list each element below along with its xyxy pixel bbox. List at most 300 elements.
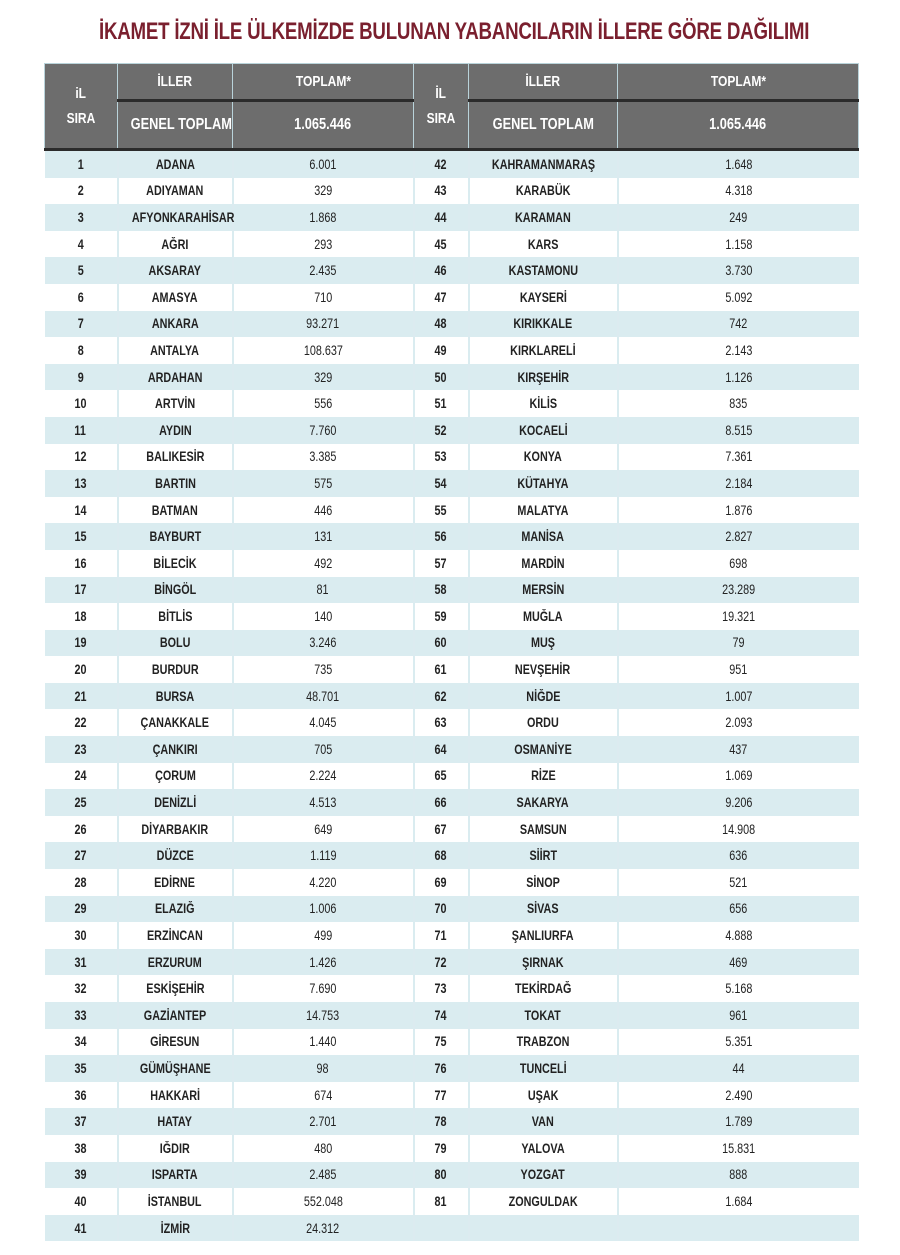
row-il-left-text: ARTVİN (154, 396, 196, 412)
row-toplam-left (233, 311, 414, 338)
row-sira-left (45, 337, 118, 364)
row-sira-right-text: 78 (434, 1114, 448, 1130)
row-sira-left-text: 35 (74, 1060, 87, 1076)
row-sira-right-text: 53 (434, 449, 448, 465)
row-sira-left-text: 27 (74, 848, 87, 864)
row-sira-right (414, 816, 469, 843)
row-sira-left (45, 709, 118, 736)
table-row (45, 1082, 859, 1109)
row-il-right (469, 736, 618, 763)
row-il-left-text: İZMİR (160, 1220, 190, 1236)
table-row (45, 470, 859, 497)
row-il-right (469, 204, 618, 231)
row-toplam-left-text: 499 (313, 928, 333, 944)
row-toplam-right (618, 603, 859, 630)
row-sira-right (414, 1215, 469, 1242)
row-toplam-right-text: 1.789 (724, 1114, 753, 1130)
row-il-left-text: AYDIN (158, 422, 192, 438)
row-il-left-text: ELAZIĞ (155, 901, 195, 917)
header-iller-left-label: İLLER (157, 73, 193, 90)
row-sira-right (414, 550, 469, 577)
table-row (45, 1055, 859, 1082)
row-il-left (118, 1135, 233, 1162)
row-toplam-left (233, 444, 414, 471)
row-sira-right (414, 975, 469, 1002)
row-sira-left-text: 4 (77, 236, 84, 252)
row-sira-left (45, 444, 118, 471)
row-il-right (469, 444, 618, 471)
row-toplam-left (233, 922, 414, 949)
table-row (45, 763, 859, 790)
row-sira-right (414, 311, 469, 338)
row-sira-left (45, 603, 118, 630)
row-sira-left (45, 178, 118, 205)
row-sira-left-text: 38 (74, 1140, 87, 1156)
row-toplam-left (233, 736, 414, 763)
row-sira-right-text: 63 (434, 715, 448, 731)
row-toplam-left-text: 710 (313, 289, 333, 305)
row-toplam-left (233, 497, 414, 524)
row-toplam-right-text: 1.126 (724, 369, 753, 385)
row-sira-left-text: 14 (74, 502, 87, 518)
table-row (45, 816, 859, 843)
row-sira-right-text: 73 (434, 981, 448, 997)
header-toplam-left (233, 64, 414, 101)
row-il-right-text: KIRIKKALE (513, 316, 573, 332)
row-toplam-right-text: 742 (729, 316, 748, 332)
row-sira-right-text: 66 (434, 795, 448, 811)
table-row (45, 1029, 859, 1056)
row-toplam-left (233, 390, 414, 417)
row-toplam-left-text: 4.513 (309, 795, 337, 811)
row-il-right-text: VAN (531, 1114, 554, 1130)
row-toplam-left (233, 1002, 414, 1029)
row-sira-left-text: 9 (77, 369, 84, 385)
row-toplam-left (233, 949, 414, 976)
table-row (45, 150, 859, 178)
row-sira-left (45, 1108, 118, 1135)
row-il-right-text: YALOVA (521, 1140, 565, 1156)
row-toplam-left-text: 6.001 (309, 156, 337, 172)
row-il-right-text: MUĞLA (523, 608, 563, 624)
row-il-right-text: ORDU (527, 715, 559, 731)
table-row (45, 949, 859, 976)
table-row (45, 523, 859, 550)
row-sira-right (414, 1002, 469, 1029)
row-toplam-right (618, 204, 859, 231)
table-row (45, 630, 859, 657)
table-row (45, 1162, 859, 1189)
row-il-left-text: ERZİNCAN (147, 928, 203, 944)
row-toplam-left-text: 48.701 (306, 688, 340, 704)
row-sira-left (45, 417, 118, 444)
row-sira-right (414, 709, 469, 736)
row-il-right-text: KIRKLARELİ (510, 342, 576, 358)
table-row (45, 789, 859, 816)
row-il-left (118, 523, 233, 550)
row-sira-right-text: 56 (434, 529, 448, 545)
row-toplam-left (233, 257, 414, 284)
table-row (45, 1215, 859, 1242)
row-sira-left-text: 6 (77, 289, 84, 305)
row-toplam-right (618, 257, 859, 284)
row-toplam-left-text: 556 (313, 396, 333, 412)
header-toplam-right-label: TOPLAM* (710, 73, 766, 90)
row-il-right-text: SİVAS (527, 901, 559, 917)
table-row (45, 603, 859, 630)
row-sira-left (45, 390, 118, 417)
row-sira-left-text: 33 (74, 1007, 87, 1023)
row-il-left-text: ISPARTA (152, 1167, 198, 1183)
row-sira-right-text: 69 (434, 874, 448, 890)
row-il-right (469, 178, 618, 205)
row-il-left-text: DİYARBAKIR (141, 821, 209, 837)
row-il-right (469, 231, 618, 258)
row-toplam-right (618, 630, 859, 657)
table-row (45, 577, 859, 604)
row-toplam-right-text: 2.093 (724, 715, 753, 731)
genel-toplam-value-right-text: 1.065.446 (709, 116, 767, 133)
row-il-left-text: ERZURUM (148, 954, 202, 970)
row-il-right (469, 1162, 618, 1189)
row-sira-left-text: 5 (77, 263, 84, 279)
row-toplam-right-text: 951 (729, 662, 748, 678)
row-toplam-left-text: 2.485 (309, 1167, 337, 1183)
row-sira-right (414, 630, 469, 657)
row-toplam-left (233, 789, 414, 816)
row-toplam-left-text: 4.220 (309, 874, 337, 890)
row-toplam-left-text: 93.271 (306, 316, 340, 332)
row-il-left (118, 1108, 233, 1135)
row-il-left-text: HAKKARİ (150, 1087, 200, 1103)
row-il-left-text: ADANA (155, 156, 195, 172)
row-sira-right-text: 81 (434, 1193, 448, 1209)
row-il-left (118, 869, 233, 896)
row-il-left-text: ESKİŞEHİR (145, 981, 205, 997)
row-sira-right-text: 54 (434, 475, 448, 491)
table-row (45, 204, 859, 231)
table-row (45, 709, 859, 736)
row-sira-left (45, 842, 118, 869)
row-sira-right (414, 257, 469, 284)
row-il-left-text: BİLECİK (153, 555, 197, 571)
row-toplam-left-text: 3.246 (309, 635, 337, 651)
row-il-right (469, 311, 618, 338)
row-toplam-left (233, 284, 414, 311)
header-toplam-right (618, 64, 859, 101)
row-toplam-left-text: 446 (313, 502, 333, 518)
row-toplam-right (618, 1162, 859, 1189)
row-toplam-left (233, 550, 414, 577)
row-toplam-right (618, 896, 859, 923)
row-il-left-text: ANTALYA (150, 342, 200, 358)
row-sira-right-text: 65 (434, 768, 448, 784)
row-sira-right (414, 204, 469, 231)
row-toplam-left-text: 293 (313, 236, 333, 252)
row-sira-left-text: 40 (74, 1193, 87, 1209)
row-sira-left (45, 975, 118, 1002)
row-sira-right (414, 178, 469, 205)
row-il-right-text: ŞIRNAK (522, 954, 564, 970)
row-sira-left-text: 17 (74, 582, 87, 598)
row-il-left (118, 150, 233, 178)
row-sira-right-text: 61 (434, 662, 448, 678)
row-toplam-right (618, 1055, 859, 1082)
row-sira-right (414, 789, 469, 816)
row-il-left-text: AKSARAY (148, 263, 202, 279)
table-row (45, 311, 859, 338)
row-sira-right (414, 1188, 469, 1215)
row-toplam-left-text: 2.701 (309, 1114, 337, 1130)
row-toplam-right-text: 23.289 (721, 582, 756, 598)
row-toplam-left (233, 763, 414, 790)
table-row (45, 896, 859, 923)
row-sira-right (414, 842, 469, 869)
row-sira-left-text: 25 (74, 795, 87, 811)
header-sira-left (45, 64, 118, 150)
row-toplam-left-text: 329 (313, 183, 333, 199)
row-sira-left (45, 1135, 118, 1162)
row-toplam-right-text: 835 (729, 396, 748, 412)
row-il-left (118, 1188, 233, 1215)
row-toplam-right-text: 7.361 (724, 449, 753, 465)
row-sira-left-text: 11 (74, 422, 87, 438)
row-il-left (118, 1055, 233, 1082)
row-toplam-right (618, 842, 859, 869)
row-toplam-left (233, 896, 414, 923)
row-il-right (469, 949, 618, 976)
row-il-right (469, 1135, 618, 1162)
row-il-right-text: KAYSERİ (519, 289, 567, 305)
row-sira-left-text: 23 (74, 741, 87, 757)
row-il-left (118, 656, 233, 683)
row-il-left (118, 1029, 233, 1056)
row-toplam-right (618, 364, 859, 391)
row-sira-left-text: 20 (74, 662, 87, 678)
row-toplam-right-text: 2.143 (724, 342, 753, 358)
row-il-left (118, 630, 233, 657)
row-toplam-right-text: 5.092 (724, 289, 753, 305)
row-il-right-text: KAHRAMANMARAŞ (491, 156, 595, 172)
row-toplam-right-text: 5.351 (724, 1034, 753, 1050)
row-toplam-left-text: 7.760 (309, 422, 337, 438)
table-row (45, 1108, 859, 1135)
row-toplam-left-text: 1.006 (309, 901, 337, 917)
row-sira-right (414, 896, 469, 923)
row-sira-right-text: 50 (434, 369, 448, 385)
row-toplam-right (618, 869, 859, 896)
row-toplam-left (233, 603, 414, 630)
row-sira-right (414, 231, 469, 258)
row-toplam-right-text: 1.007 (724, 688, 753, 704)
row-sira-left-text: 30 (74, 928, 87, 944)
header-sira-right-line2: SIRA (426, 110, 456, 127)
row-toplam-right-text: 1.648 (724, 156, 753, 172)
row-toplam-right (618, 284, 859, 311)
row-toplam-right-text: 1.876 (724, 502, 753, 518)
row-toplam-right-text: 79 (732, 635, 745, 651)
table-row (45, 1002, 859, 1029)
row-toplam-right (618, 150, 859, 178)
row-il-right (469, 1188, 618, 1215)
row-toplam-left-text: 2.435 (309, 263, 337, 279)
row-sira-right (414, 763, 469, 790)
row-il-right-text: TOKAT (524, 1007, 562, 1023)
row-il-right (469, 390, 618, 417)
row-toplam-left (233, 337, 414, 364)
row-sira-left-text: 21 (74, 688, 87, 704)
row-toplam-right-text: 1.158 (724, 236, 753, 252)
row-sira-right (414, 949, 469, 976)
row-sira-left (45, 1215, 118, 1242)
row-sira-right-text: 80 (434, 1167, 448, 1183)
row-toplam-left (233, 364, 414, 391)
row-toplam-left-text: 14.753 (306, 1007, 340, 1023)
row-sira-left (45, 656, 118, 683)
row-toplam-right (618, 789, 859, 816)
row-il-right-text: KİLİS (529, 396, 557, 412)
row-il-right (469, 789, 618, 816)
row-sira-right (414, 736, 469, 763)
genel-toplam-label-left (118, 101, 233, 150)
row-toplam-left-text: 2.224 (309, 768, 337, 784)
row-il-right-text: KONYA (523, 449, 562, 465)
row-il-right-text: ZONGULDAK (508, 1193, 578, 1209)
genel-toplam-label-left-text: GENEL TOPLAM (130, 116, 232, 133)
row-sira-right-text: 59 (434, 608, 448, 624)
row-il-left (118, 311, 233, 338)
table-row (45, 390, 859, 417)
row-sira-right-text: 62 (434, 688, 448, 704)
row-il-left (118, 178, 233, 205)
row-sira-left-text: 12 (74, 449, 87, 465)
row-il-left (118, 444, 233, 471)
row-sira-right (414, 284, 469, 311)
row-sira-left (45, 311, 118, 338)
row-sira-left-text: 19 (74, 635, 87, 651)
row-sira-left-text: 28 (74, 874, 87, 890)
row-sira-left (45, 150, 118, 178)
row-sira-left (45, 736, 118, 763)
row-sira-left (45, 1002, 118, 1029)
row-toplam-left-text: 140 (313, 608, 333, 624)
row-sira-right (414, 1135, 469, 1162)
row-toplam-left (233, 577, 414, 604)
row-toplam-right (618, 231, 859, 258)
row-toplam-left (233, 417, 414, 444)
row-sira-right-text: 48 (434, 316, 448, 332)
row-sira-right-text: 68 (434, 848, 448, 864)
row-il-left (118, 842, 233, 869)
row-toplam-right-text: 698 (729, 555, 748, 571)
row-il-left-text: ANKARA (151, 316, 199, 332)
row-sira-right (414, 577, 469, 604)
row-toplam-left-text: 1.119 (309, 848, 337, 864)
row-il-right-text: KOCAELİ (518, 422, 568, 438)
row-il-right (469, 1055, 618, 1082)
row-il-left (118, 922, 233, 949)
row-sira-right (414, 470, 469, 497)
row-toplam-right-text: 1.684 (724, 1193, 753, 1209)
row-toplam-left-text: 1.440 (309, 1034, 337, 1050)
row-il-left-text: DÜZCE (156, 848, 194, 864)
table-row (45, 683, 859, 710)
row-il-right (469, 683, 618, 710)
header-toplam-left-label: TOPLAM* (295, 73, 351, 90)
row-toplam-right (618, 178, 859, 205)
row-toplam-left (233, 204, 414, 231)
row-il-left (118, 1082, 233, 1109)
row-toplam-right-text: 8.515 (724, 422, 753, 438)
row-il-right-text: KÜTAHYA (517, 475, 569, 491)
row-toplam-right-text: 961 (729, 1007, 748, 1023)
row-toplam-right (618, 497, 859, 524)
row-sira-right-text: 67 (434, 821, 448, 837)
row-toplam-left-text: 575 (313, 475, 333, 491)
table-row (45, 975, 859, 1002)
row-toplam-left-text: 480 (313, 1140, 333, 1156)
row-il-left (118, 337, 233, 364)
row-il-left-text: GÜMÜŞHANE (139, 1060, 211, 1076)
row-sira-right-text: 44 (434, 209, 448, 225)
row-toplam-right-text: 249 (729, 209, 748, 225)
row-sira-left-text: 18 (74, 608, 87, 624)
row-sira-left (45, 550, 118, 577)
row-sira-left-text: 39 (74, 1167, 87, 1183)
genel-toplam-label-right (469, 101, 618, 150)
row-sira-left (45, 284, 118, 311)
row-sira-left-text: 16 (74, 555, 87, 571)
row-sira-right (414, 869, 469, 896)
row-il-right (469, 709, 618, 736)
row-toplam-left (233, 150, 414, 178)
row-sira-left-text: 22 (74, 715, 87, 731)
row-toplam-right-text: 469 (729, 954, 748, 970)
row-sira-right (414, 1055, 469, 1082)
row-toplam-right (618, 311, 859, 338)
row-sira-left (45, 497, 118, 524)
row-toplam-right (618, 1082, 859, 1109)
row-toplam-right-text: 2.184 (724, 475, 753, 491)
row-sira-left (45, 523, 118, 550)
row-il-left-text: AFYONKARAHİSAR (131, 209, 234, 225)
row-sira-right-text: 76 (434, 1060, 448, 1076)
row-toplam-left-text: 7.690 (309, 981, 337, 997)
row-toplam-left (233, 1082, 414, 1109)
header-iller-right-label: İLLER (525, 73, 561, 90)
row-toplam-left (233, 683, 414, 710)
row-toplam-right-text: 3.730 (724, 263, 753, 279)
row-il-left (118, 603, 233, 630)
row-il-right (469, 257, 618, 284)
row-toplam-right (618, 444, 859, 471)
row-toplam-right-text: 4.318 (724, 183, 753, 199)
row-il-left-text: AĞRI (161, 236, 189, 252)
row-il-left-text: EDİRNE (154, 874, 196, 890)
row-il-left-text: ÇANKIRI (152, 741, 198, 757)
row-il-right (469, 1215, 618, 1242)
row-toplam-left (233, 1162, 414, 1189)
row-sira-left (45, 1029, 118, 1056)
row-toplam-left (233, 975, 414, 1002)
table-row (45, 284, 859, 311)
row-il-right (469, 1002, 618, 1029)
row-sira-left-text: 7 (77, 316, 84, 332)
row-toplam-right-text: 2.827 (724, 529, 753, 545)
row-sira-left (45, 789, 118, 816)
row-il-right-text: SİNOP (526, 874, 560, 890)
row-il-right-text: YOZGAT (520, 1167, 566, 1183)
